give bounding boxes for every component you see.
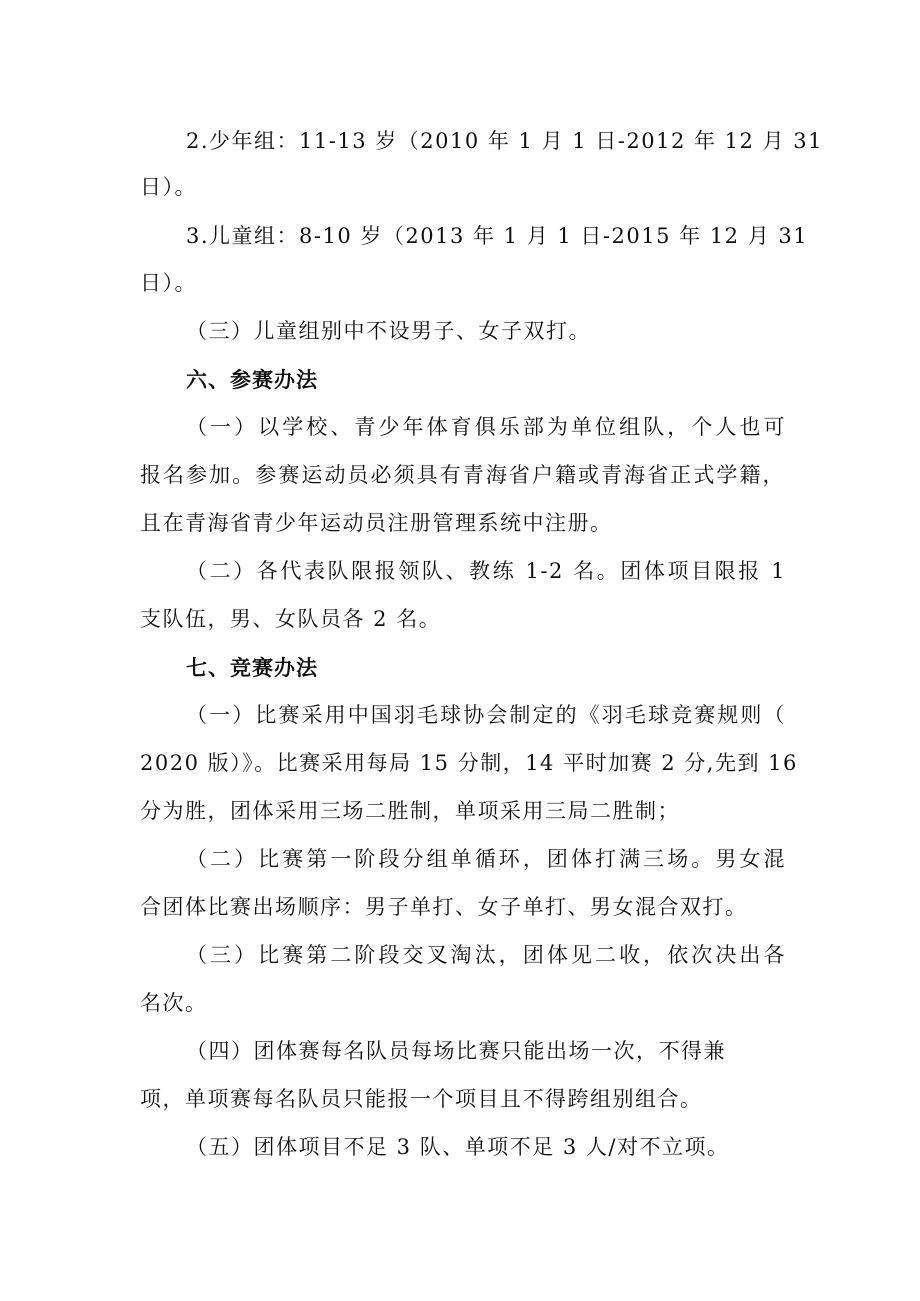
text-line-registration: 报名参加。参赛运动员必须具有青海省户籍或青海省正式学籍， bbox=[140, 463, 785, 487]
text-line-match-format: 分为胜，团体采用三场二胜制，单项采用三局二胜制； bbox=[140, 799, 680, 823]
text-line-order: 合团体比赛出场顺序：男子单打、女子单打、男女混合双打。 bbox=[140, 895, 748, 919]
text-line-no-doubles: （三）儿童组别中不设男子、女子双打。 bbox=[186, 319, 591, 343]
text-line-team-members: 支队伍，男、女队员各 2 名。 bbox=[140, 607, 442, 631]
text-line-team-units: （一）以学校、青少年体育俱乐部为单位组队，个人也可 bbox=[186, 415, 786, 439]
text-line-team-player-limit: （四）团体赛每名队员每场比赛只能出场一次，不得兼 bbox=[186, 1039, 726, 1063]
text-line-rankings: 名次。 bbox=[140, 991, 208, 1015]
text-line-child-group: 3.儿童组：8-10 岁（2013 年 1 月 1 日-2015 年 12 月 31 bbox=[186, 224, 809, 248]
text-line-scoring: 2020 版）》。比赛采用每局 15 分制，14 平时加赛 2 分,先到 16 bbox=[140, 751, 798, 775]
text-line-stage-one: （二）比赛第一阶段分组单循环，团体打满三场。男女混 bbox=[186, 847, 786, 871]
text-line-minimum-entries: （五）团体项目不足 3 队、单项不足 3 人/对不立项。 bbox=[186, 1135, 730, 1159]
text-line-junior-group: 2.少年组：11-13 岁（2010 年 1 月 1 日-2012 年 12 月 31 bbox=[186, 129, 823, 153]
text-line-single-event-limit: 项，单项赛每名队员只能报一个项目且不得跨组别组合。 bbox=[140, 1087, 703, 1111]
text-line-registration-system: 且在青海省青少年运动员注册管理系统中注册。 bbox=[140, 511, 613, 535]
text-line-rules: （一）比赛采用中国羽毛球协会制定的《羽毛球竞赛规则（ bbox=[186, 703, 786, 727]
text-line-stage-two: （三）比赛第二阶段交叉淘汰，团体见二收，依次决出各 bbox=[186, 943, 786, 967]
text-line-child-group-cont: 日）。 bbox=[140, 271, 197, 295]
text-line-junior-group-cont: 日）。 bbox=[140, 175, 197, 199]
section-heading-participation: 六、参赛办法 bbox=[186, 368, 318, 392]
text-line-staff-limit: （二）各代表队限报领队、教练 1-2 名。团体项目限报 1 bbox=[186, 559, 786, 583]
section-heading-competition: 七、竞赛办法 bbox=[186, 656, 318, 680]
